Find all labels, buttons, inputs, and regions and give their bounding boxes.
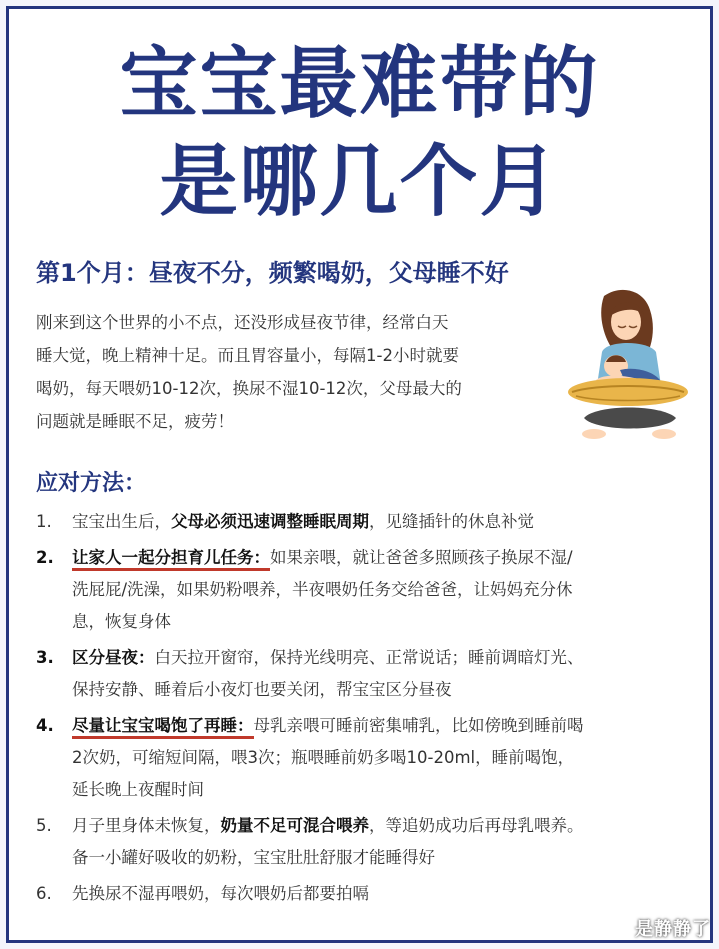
item-line bbox=[72, 810, 696, 842]
main-title-line1: 宝宝最难带的 bbox=[119, 39, 600, 129]
item-emphasis: 区分昼夜： bbox=[72, 648, 155, 667]
paragraph-line: 睡大觉，晚上精神十足。而且胃容量小，每隔1-2小时就要 bbox=[36, 346, 459, 365]
item-line bbox=[72, 542, 696, 574]
methods-list bbox=[36, 506, 696, 914]
item-text: ，等追奶成功后再母乳喂养。 bbox=[369, 816, 584, 835]
item-line bbox=[72, 710, 696, 742]
item-line: 保持安静、睡着后小夜灯也要关闭，帮宝宝区分昼夜 bbox=[72, 680, 452, 699]
watermark: 是静静了 bbox=[635, 919, 711, 940]
paragraph-line: 刚来到这个世界的小不点，还没形成昼夜节律，经常白天 bbox=[36, 313, 449, 332]
item-text: ，见缝插针的休息补觉 bbox=[369, 512, 534, 531]
item-line: 洗屁屁/洗澡，如果奶粉喂养，半夜喂奶任务交给爸爸，让妈妈充分休 bbox=[72, 580, 573, 599]
item-line bbox=[72, 506, 696, 538]
item-emphasis: 父母必须迅速调整睡眠周期 bbox=[171, 512, 369, 531]
item-line: 延长晚上夜醒时间 bbox=[72, 780, 204, 799]
item-text: 白天拉开窗帘，保持光线明亮、正常说话；睡前调暗灯光、 bbox=[154, 648, 584, 667]
list-item bbox=[36, 878, 696, 910]
month1-heading: 第1个月：昼夜不分，频繁喝奶，父母睡不好 bbox=[36, 259, 509, 287]
item-line: 先换尿不湿再喂奶，每次喂奶后都要拍嗝 bbox=[72, 884, 369, 903]
item-text: 母乳亲喂可睡前密集哺乳，比如傍晚到睡前喝 bbox=[253, 716, 584, 735]
list-item bbox=[36, 810, 696, 874]
paragraph-line: 问题就是睡眠不足，疲劳！ bbox=[36, 412, 234, 431]
item-number: 3. bbox=[36, 648, 54, 667]
item-text: 如果亲喂，就让爸爸多照顾孩子换尿不湿/ bbox=[270, 548, 573, 567]
item-line bbox=[72, 642, 696, 674]
item-number: 1. bbox=[36, 512, 52, 531]
list-item bbox=[36, 506, 696, 538]
item-emphasis-underlined: 尽量让宝宝喝饱了再睡： bbox=[72, 716, 254, 739]
item-number: 5. bbox=[36, 816, 52, 835]
item-line: 2次奶，可缩短间隔，喂3次；瓶喂睡前奶多喝10-20ml，睡前喝饱， bbox=[72, 748, 575, 767]
item-text: 宝宝出生后， bbox=[72, 512, 171, 531]
mother-breastfeeding-illustration bbox=[566, 288, 691, 448]
item-emphasis-underlined: 让家人一起分担育儿任务： bbox=[72, 548, 270, 571]
item-line: 息，恢复身体 bbox=[72, 612, 171, 631]
list-item bbox=[36, 710, 696, 806]
item-number: 6. bbox=[36, 884, 52, 903]
paragraph-line: 喝奶，每天喂奶10-12次，换尿不湿10-12次，父母最大的 bbox=[36, 379, 462, 398]
list-item bbox=[36, 542, 696, 638]
main-title-line2: 是哪几个月 bbox=[159, 137, 560, 227]
item-emphasis: 奶量不足可混合喂养 bbox=[220, 816, 369, 835]
month1-paragraph bbox=[36, 306, 546, 438]
list-item bbox=[36, 642, 696, 706]
item-text: 月子里身体未恢复， bbox=[72, 816, 221, 835]
item-line: 备一小罐好吸收的奶粉，宝宝肚肚舒服才能睡得好 bbox=[72, 848, 435, 867]
item-number: 4. bbox=[36, 716, 54, 735]
methods-heading: 应对方法： bbox=[36, 471, 147, 496]
item-number: 2. bbox=[36, 548, 54, 567]
